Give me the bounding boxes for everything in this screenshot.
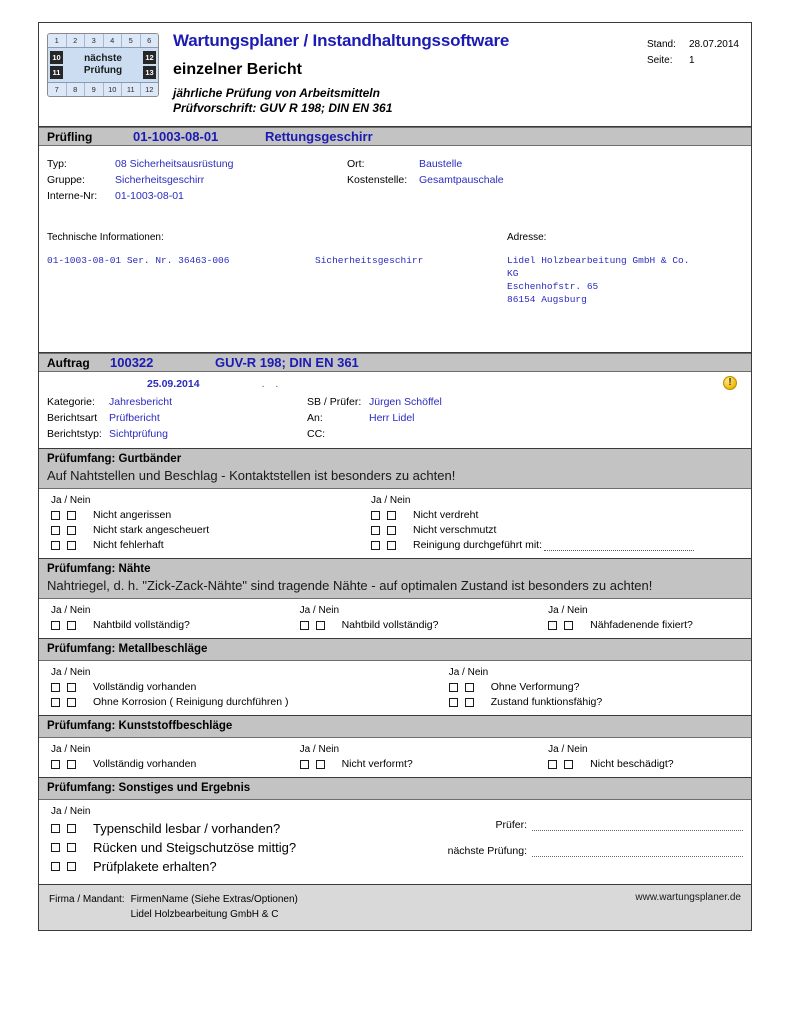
footer-label: Firma / Mandant: — [49, 894, 125, 905]
signature-row-naechste-pruefung — [377, 845, 743, 857]
stand-row — [647, 37, 739, 53]
field-label: Interne-Nr: — [47, 190, 98, 202]
calendar-cell: 7 — [48, 83, 67, 96]
seite-value: 1 — [688, 55, 695, 66]
checkbox-label: Rücken und Steigschutzöse mittig? — [93, 840, 297, 855]
checkbox-row — [445, 680, 743, 695]
section-body-gurtbaender — [39, 489, 751, 559]
calendar-cell: 4 — [104, 34, 123, 47]
checkbox-columns — [47, 604, 743, 633]
technical-info-label: Technische Informationen: — [47, 232, 164, 243]
checkbox-nein[interactable] — [67, 843, 76, 852]
calendar-cell: 3 — [85, 34, 104, 47]
checkbox-row — [47, 838, 377, 857]
checkbox-columns — [47, 494, 743, 553]
section-header-naehte — [39, 559, 751, 599]
pruefling-label: Prüfling — [47, 129, 93, 144]
pruefling-body — [39, 146, 751, 353]
calendar-logo-icon — [47, 33, 159, 97]
footer-company-lines — [131, 892, 298, 922]
footer-company-line1: FirmenName (Siehe Extras/Optionen) — [130, 894, 298, 905]
checkbox-row — [296, 757, 545, 772]
report-norm-line: Prüfvorschrift: GUV R 198; DIN EN 361 — [173, 101, 393, 115]
footer-url: www.wartungsplaner.de — [635, 892, 741, 903]
section-body-metallbeschlaege — [39, 661, 751, 716]
report-header — [39, 23, 751, 127]
field-value: Herr Lidel — [369, 412, 415, 424]
sonstiges-checkbox-column — [47, 805, 377, 876]
checkbox-label: Nicht fehlerhaft — [93, 539, 164, 551]
checkbox-nein[interactable] — [67, 698, 76, 707]
checkbox-nein[interactable] — [564, 621, 573, 630]
calendar-bottom-row — [48, 82, 158, 96]
calendar-cell: 6 — [147, 36, 152, 45]
checkbox-label: Nicht stark angescheuert — [93, 524, 210, 536]
checkbox-label: Nicht beschädigt? — [590, 758, 674, 770]
checkbox-label: Prüfplakete erhalten? — [93, 859, 217, 874]
address-line: 86154 Augsburg — [507, 294, 587, 305]
section-header-kunststoffbeschlaege — [39, 716, 751, 738]
calendar-cell: 10 — [104, 83, 123, 96]
field-label: Typ: — [47, 158, 67, 170]
section-title: Prüfumfang: Metallbeschläge — [47, 643, 208, 655]
janein-header: Ja / Nein — [51, 667, 91, 678]
checkbox-nein[interactable] — [67, 526, 76, 535]
section-header-metallbeschlaege — [39, 639, 751, 661]
checkbox-label: Nicht verformt? — [341, 758, 413, 770]
field-label: An: — [307, 412, 323, 424]
field-label: Ort: — [347, 158, 365, 170]
checkbox-row — [47, 618, 296, 633]
checkbox-nein[interactable] — [67, 511, 76, 520]
field-ort — [347, 156, 743, 172]
report-footer — [39, 885, 751, 930]
checkbox-ja[interactable] — [300, 621, 309, 630]
pruefling-left-column — [47, 156, 347, 204]
checkbox-column — [367, 494, 737, 553]
calendar-center-line1: nächste — [84, 53, 122, 64]
field-gruppe — [47, 172, 347, 188]
field-berichtstyp — [47, 426, 307, 442]
section-header-gurtbaender — [39, 449, 751, 489]
checkbox-column — [544, 743, 743, 772]
checkbox-column — [47, 494, 367, 553]
report-sheet — [38, 22, 752, 931]
field-label: CC: — [307, 428, 326, 440]
checkbox-ja[interactable] — [51, 621, 60, 630]
pruefling-fields — [47, 156, 743, 204]
calendar-top-row — [48, 34, 158, 48]
calendar-cell: 8 — [67, 83, 86, 96]
address-line: Eschenhofstr. 65 — [507, 281, 599, 292]
auftrag-number: 100322 — [110, 355, 154, 370]
checkbox-nein[interactable] — [387, 541, 396, 550]
checkbox-nein[interactable] — [67, 824, 76, 833]
checkbox-row — [47, 538, 367, 553]
checkbox-row — [544, 618, 743, 633]
field-value: Jürgen Schöffel — [369, 396, 442, 408]
checkbox-ja[interactable] — [51, 541, 60, 550]
field-interne-nr — [47, 188, 347, 204]
field-kategorie — [47, 394, 307, 410]
checkbox-ja[interactable] — [371, 541, 380, 550]
field-value: Jahresbericht — [109, 396, 173, 408]
checkbox-nein[interactable] — [465, 683, 474, 692]
checkbox-row — [367, 538, 737, 553]
seite-row — [647, 53, 739, 69]
calendar-right-badges — [143, 51, 156, 79]
janein-header: Ja / Nein — [548, 744, 588, 755]
checkbox-row — [47, 857, 377, 876]
report-subtitle: einzelner Bericht — [173, 61, 302, 78]
section-body-sonstiges — [39, 800, 751, 885]
section-body-naehte — [39, 599, 751, 639]
calendar-badge: 10 — [50, 51, 63, 64]
checkbox-columns — [47, 666, 743, 710]
calendar-center-text — [63, 53, 143, 77]
footer-company-line2: Lidel Holzbearbeitung GmbH & C — [130, 909, 279, 920]
field-berichtsart — [47, 410, 307, 426]
janein-header: Ja / Nein — [51, 806, 91, 817]
checkbox-ja[interactable] — [51, 511, 60, 520]
checkbox-label: Nicht verdreht — [413, 509, 479, 521]
checkbox-row — [47, 695, 445, 710]
checkbox-label: Vollständig vorhanden — [93, 758, 197, 770]
technical-info-block — [47, 230, 743, 306]
checkbox-column — [47, 666, 445, 710]
seite-label: Seite: — [646, 55, 673, 66]
header-titles — [159, 31, 647, 116]
field-typ — [47, 156, 347, 172]
auftrag-date: 25.09.2014 — [147, 378, 200, 390]
checkbox-nein[interactable] — [67, 760, 76, 769]
checkbox-row — [47, 680, 445, 695]
checkbox-label: Zustand funktionsfähig? — [490, 696, 603, 708]
pruefling-name: Rettungsgeschirr — [265, 129, 373, 144]
section-header-sonstiges — [39, 778, 751, 800]
logo-area — [47, 31, 159, 97]
technical-serial: 01-1003-08-01 Ser. Nr. 36463-006 — [47, 255, 230, 266]
pruefling-section-bar — [39, 127, 751, 146]
checkbox-ja[interactable] — [300, 760, 309, 769]
field-label: Kategorie: — [47, 396, 95, 408]
checkbox-row — [47, 508, 367, 523]
auftrag-body — [39, 372, 751, 449]
janein-header: Ja / Nein — [51, 605, 91, 616]
section-title: Prüfumfang: Sonstiges und Ergebnis — [47, 782, 251, 794]
checkbox-label: Nahtbild vollständig? — [93, 619, 190, 631]
section-title: Prüfumfang: Gurtbänder — [47, 453, 182, 465]
field-label: Berichtsart — [47, 412, 98, 424]
checkbox-ja[interactable] — [51, 862, 60, 871]
checkbox-row — [367, 523, 737, 538]
checkbox-ja[interactable] — [548, 621, 557, 630]
warning-icon — [723, 376, 737, 390]
field-cc — [307, 426, 743, 442]
auftrag-left-column — [47, 394, 307, 442]
calendar-badge: 12 — [143, 51, 156, 64]
checkbox-label: Reinigung durchgeführt mit: — [413, 539, 542, 551]
checkbox-label: Vollständig vorhanden — [93, 681, 197, 693]
checkbox-nein[interactable] — [316, 621, 325, 630]
field-value: Sicherheitsgeschirr — [115, 174, 205, 186]
pruefer-input-line[interactable] — [532, 819, 743, 831]
checkbox-ja[interactable] — [449, 683, 458, 692]
signature-column — [377, 805, 743, 876]
calendar-cell: 5 — [122, 34, 141, 47]
header-meta — [647, 31, 743, 69]
checkbox-column — [445, 666, 743, 710]
janein-header: Ja / Nein — [371, 495, 411, 506]
checkbox-nein[interactable] — [67, 621, 76, 630]
checkbox-ja[interactable] — [548, 760, 557, 769]
calendar-badge: 13 — [143, 66, 156, 79]
janein-header: Ja / Nein — [448, 667, 489, 678]
checkbox-label: Nicht verschmutzt — [413, 524, 497, 536]
field-value: 08 Sicherheitsausrüstung — [115, 158, 234, 170]
checkbox-ja[interactable] — [449, 698, 458, 707]
checkbox-nein[interactable] — [316, 760, 325, 769]
checkbox-row — [367, 508, 737, 523]
stand-label: Stand: — [646, 39, 676, 50]
checkbox-label: Ohne Verformung? — [490, 681, 580, 693]
reinigung-input-line[interactable] — [544, 540, 694, 551]
section-title: Prüfumfang: Kunststoffbeschläge — [47, 720, 233, 732]
janein-header: Ja / Nein — [299, 744, 340, 755]
checkbox-label: Typenschild lesbar / vorhanden? — [93, 821, 281, 836]
technical-info-left — [47, 230, 507, 306]
checkbox-label: Nähfadenende fixiert? — [590, 619, 693, 631]
calendar-cell: 11 — [122, 83, 141, 96]
auftrag-right-column — [307, 394, 743, 442]
checkbox-columns — [47, 743, 743, 772]
checkbox-nein[interactable] — [564, 760, 573, 769]
stand-value: 28.07.2014 — [688, 39, 739, 50]
checkbox-row — [47, 757, 296, 772]
calendar-left-badges — [50, 51, 63, 79]
field-label: Kostenstelle: — [347, 174, 408, 186]
address-block — [507, 230, 743, 306]
checkbox-ja[interactable] — [51, 824, 60, 833]
janein-header: Ja / Nein — [548, 605, 588, 616]
auftrag-norm: GUV-R 198; DIN EN 361 — [215, 355, 359, 370]
checkbox-ja[interactable] — [51, 760, 60, 769]
calendar-badge: 11 — [50, 66, 63, 79]
calendar-middle-row — [48, 48, 158, 82]
checkbox-ja[interactable] — [51, 843, 60, 852]
pruefling-right-column — [347, 156, 743, 204]
janein-header: Ja / Nein — [51, 744, 91, 755]
checkbox-ja[interactable] — [371, 526, 380, 535]
checkbox-column — [296, 743, 545, 772]
address-label: Adresse: — [507, 232, 547, 243]
checkbox-row — [296, 618, 545, 633]
section-body-kunststoffbeschlaege — [39, 738, 751, 778]
address-lines — [507, 254, 743, 306]
naechste-pruefung-input-line[interactable] — [532, 845, 743, 857]
technical-description: Sicherheitsgeschirr — [315, 255, 424, 266]
checkbox-ja[interactable] — [51, 698, 60, 707]
calendar-center-line2: Prüfung — [83, 65, 123, 76]
auftrag-label: Auftrag — [47, 355, 90, 370]
pruefling-number: 01-1003-08-01 — [133, 129, 219, 144]
auftrag-section-bar — [39, 353, 751, 372]
technical-info-values — [47, 254, 507, 267]
field-sb-pruefer — [307, 394, 743, 410]
section-title: Prüfumfang: Nähte — [47, 563, 151, 575]
signature-row-pruefer — [377, 819, 743, 831]
field-label: Gruppe: — [47, 174, 85, 186]
footer-company-block — [49, 892, 298, 922]
checkbox-column — [47, 743, 296, 772]
checkbox-label: Nicht angerissen — [93, 509, 172, 521]
section-note: Auf Nahtstellen und Beschlag - Kontaktstellen ist besonders zu achten! — [47, 468, 456, 483]
field-label: Berichtstyp: — [47, 428, 102, 440]
page-title: Wartungsplaner / Instandhaltungssoftware — [173, 31, 510, 50]
checkbox-nein[interactable] — [67, 862, 76, 871]
checkbox-nein[interactable] — [67, 683, 76, 692]
checkbox-row — [47, 819, 377, 838]
checkbox-ja[interactable] — [51, 683, 60, 692]
field-value: Gesamtpauschale — [419, 174, 504, 186]
field-value: Sichtprüfung — [109, 428, 168, 440]
checkbox-column — [296, 604, 545, 633]
auftrag-fields — [47, 394, 743, 442]
calendar-cell: 1 — [48, 34, 67, 47]
checkbox-nein[interactable] — [387, 526, 396, 535]
report-scope-line: jährliche Prüfung von Arbeitsmitteln — [173, 86, 380, 100]
field-kostenstelle — [347, 172, 743, 188]
checkbox-nein[interactable] — [387, 511, 396, 520]
signature-label: Prüfer: — [495, 819, 527, 831]
field-an — [307, 410, 743, 426]
field-label: SB / Prüfer: — [307, 396, 362, 408]
checkbox-column — [47, 604, 296, 633]
janein-header: Ja / Nein — [299, 605, 340, 616]
calendar-cell: 12 — [145, 85, 154, 94]
checkbox-row — [445, 695, 743, 710]
address-line: KG — [507, 268, 519, 279]
checkbox-label: Ohne Korrosion ( Reinigung durchführen ) — [93, 696, 289, 708]
checkbox-ja[interactable] — [371, 511, 380, 520]
signature-label: nächste Prüfung: — [447, 845, 527, 857]
section-note: Nahtriegel, d. h. "Zick-Zack-Nähte" sind tragende Nähte - auf optimalen Zustand ist besonders zu achten! — [47, 578, 653, 593]
janein-header: Ja / Nein — [51, 495, 91, 506]
field-value: Baustelle — [419, 158, 463, 170]
address-line: Lidel Holzbearbeitung GmbH & Co. — [507, 255, 690, 266]
checkbox-column — [544, 604, 743, 633]
pruefling-spacer — [47, 306, 743, 346]
checkbox-row — [47, 523, 367, 538]
calendar-cell: 2 — [67, 34, 86, 47]
auftrag-date-dots: . . — [261, 378, 283, 390]
field-value: 01-1003-08-01 — [115, 190, 184, 202]
checkbox-nein[interactable] — [465, 698, 474, 707]
field-value: Prüfbericht — [109, 412, 160, 424]
checkbox-label: Nahtbild vollständig? — [341, 619, 439, 631]
calendar-cell: 9 — [85, 83, 104, 96]
checkbox-ja[interactable] — [51, 526, 60, 535]
auftrag-date-row — [47, 376, 743, 392]
checkbox-nein[interactable] — [67, 541, 76, 550]
checkbox-row — [544, 757, 743, 772]
